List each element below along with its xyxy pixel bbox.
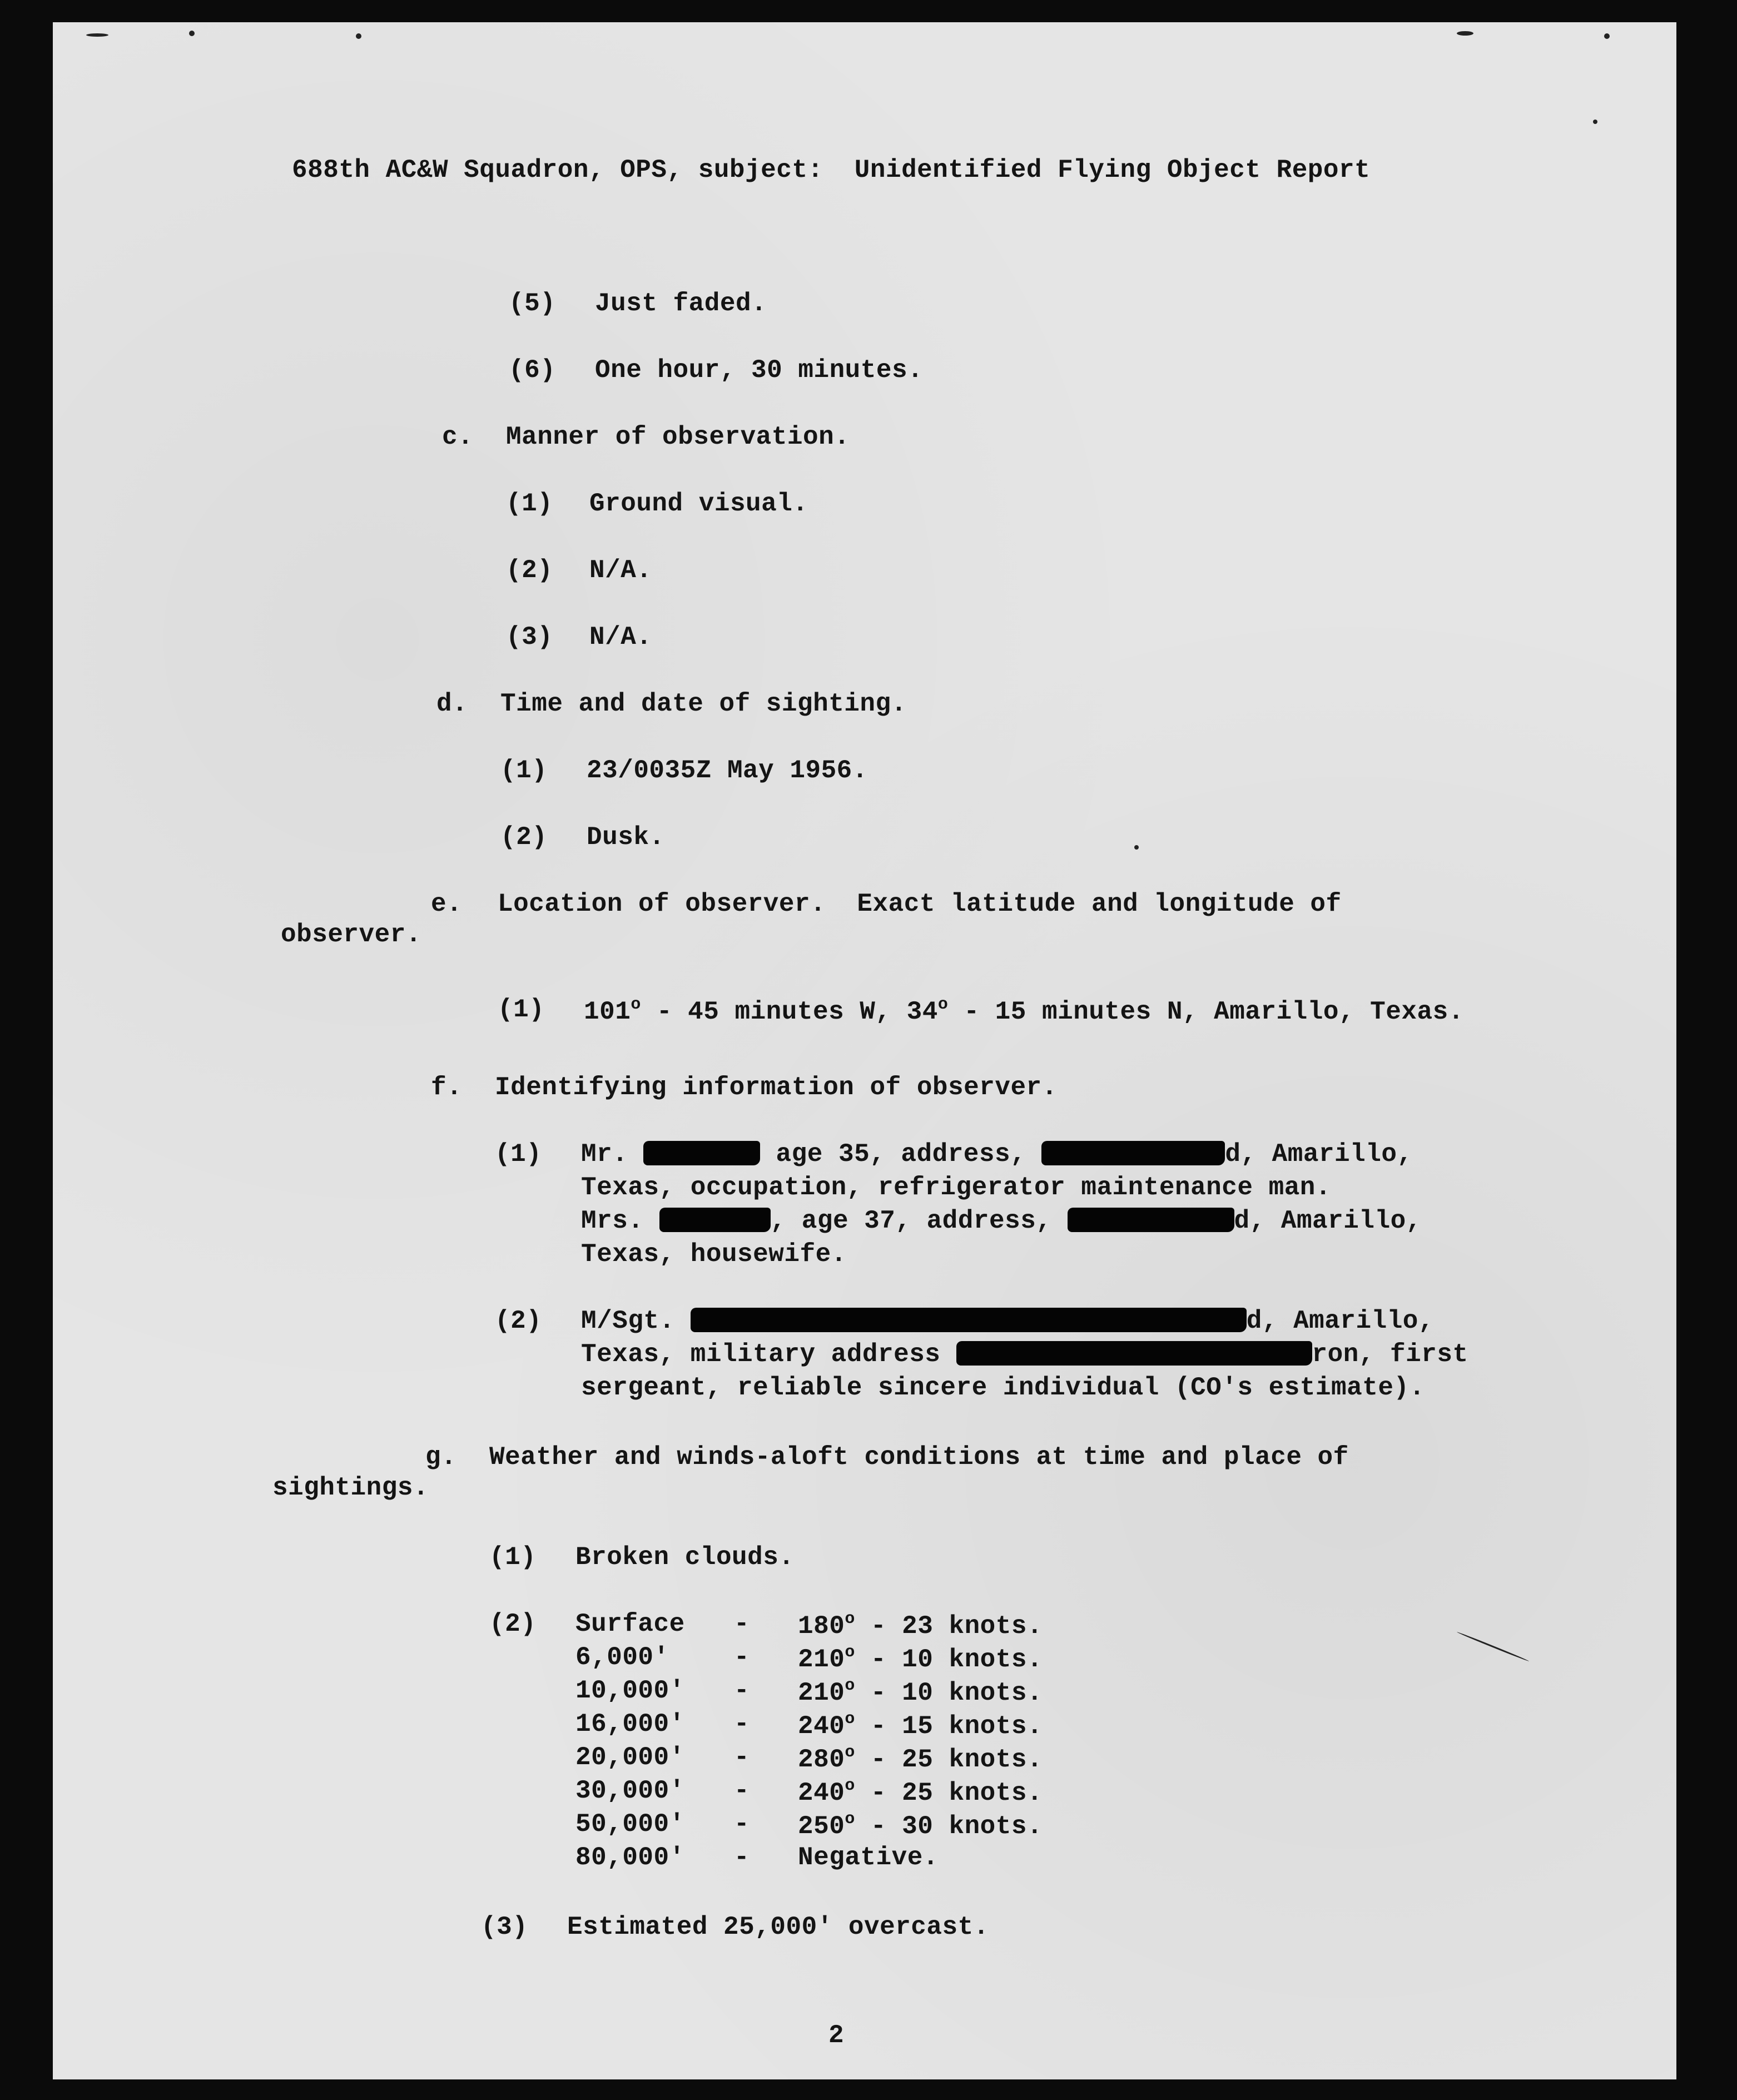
wind-dash: -	[734, 1610, 750, 1639]
section-e-letter: e.	[431, 890, 463, 919]
speck	[189, 31, 195, 36]
item-c3-number: (3)	[506, 623, 553, 652]
wind-dash: -	[734, 1776, 750, 1805]
redaction	[691, 1308, 1247, 1332]
wind-dash: -	[734, 1810, 750, 1839]
section-g-heading-line2: sightings.	[272, 1473, 429, 1502]
speck	[1604, 33, 1610, 39]
item-b6-number: (6)	[509, 356, 556, 385]
mrs-prefix: Mrs.	[581, 1207, 644, 1235]
page-number: 2	[828, 2021, 845, 2050]
wind-value: 180$^o$ - 23 knots.	[798, 1610, 1043, 1641]
wind-dash: -	[734, 1710, 750, 1739]
redaction	[956, 1341, 1312, 1366]
item-b5-number: (5)	[509, 289, 556, 318]
speck	[1457, 31, 1473, 36]
item-d2-number: (2)	[500, 823, 548, 852]
longitude-rest: - 45 minutes W, 34	[641, 997, 938, 1026]
wind-altitude: 30,000'	[575, 1776, 685, 1805]
section-e-heading-line1: Location of observer. Exact latitude and longitude of	[498, 890, 1342, 919]
item-f2-line2	[581, 1340, 1468, 1369]
wind-value: 280$^o$ - 25 knots.	[798, 1743, 1043, 1774]
longitude-degrees: 101	[584, 997, 631, 1026]
redaction	[643, 1141, 760, 1165]
item-g3-text: Estimated 25,000' overcast.	[567, 1913, 989, 1942]
latitude-rest: - 15 minutes N, Amarillo, Texas.	[948, 997, 1464, 1026]
wind-dash: -	[734, 1743, 750, 1772]
wind-value: 210$^o$ - 10 knots.	[798, 1676, 1043, 1707]
item-c1-text: Ground visual.	[589, 489, 808, 518]
mr-prefix: Mr.	[581, 1140, 628, 1169]
item-f1-line2: Texas, occupation, refrigerator maintenance man.	[581, 1173, 1332, 1202]
speck	[86, 33, 108, 37]
wind-value: 250$^o$ - 30 knots.	[798, 1810, 1043, 1841]
degree-mark: o	[845, 1643, 855, 1662]
item-c3-text: N/A.	[589, 623, 652, 652]
degree-mark: o	[845, 1710, 855, 1729]
wind-altitude: 10,000'	[575, 1676, 685, 1705]
section-f-letter: f.	[431, 1073, 463, 1102]
section-d-letter: d.	[436, 689, 468, 718]
speck	[1457, 1631, 1530, 1662]
wind-value: 240$^o$ - 15 knots.	[798, 1710, 1043, 1741]
item-g2-number: (2)	[489, 1610, 537, 1639]
redaction	[659, 1208, 771, 1232]
wind-altitude: 16,000'	[575, 1710, 685, 1739]
degree-mark: o	[845, 1676, 855, 1695]
item-b5-text: Just faded.	[595, 289, 767, 318]
wind-dash: -	[734, 1643, 750, 1672]
degree-mark: o	[845, 1810, 855, 1829]
mr-address-end: d, Amarillo,	[1225, 1140, 1413, 1169]
speck	[356, 33, 361, 39]
item-g3-number: (3)	[481, 1913, 528, 1942]
item-f2-number: (2)	[495, 1307, 542, 1336]
wind-value: 240$^o$ - 25 knots.	[798, 1776, 1043, 1808]
section-c-heading: Manner of observation.	[506, 423, 850, 451]
item-d1-number: (1)	[500, 756, 548, 785]
wind-value: 210$^o$ - 10 knots.	[798, 1643, 1043, 1674]
document-page	[53, 22, 1676, 2079]
item-e1-number: (1)	[498, 995, 545, 1024]
wind-dash: -	[734, 1676, 750, 1705]
section-c-letter: c.	[442, 423, 474, 451]
item-b6-text: One hour, 30 minutes.	[595, 356, 924, 385]
section-f-heading: Identifying information of observer.	[495, 1073, 1058, 1102]
item-g1-number: (1)	[489, 1543, 537, 1572]
item-f1-line4: Texas, housewife.	[581, 1240, 847, 1269]
wind-altitude: 6,000'	[575, 1643, 669, 1672]
item-d2-text: Dusk.	[587, 823, 665, 852]
degree-mark: o	[845, 1743, 855, 1762]
wind-dash: -	[734, 1843, 750, 1872]
item-f2-line3: sergeant, reliable sincere individual (CO's estimate).	[581, 1373, 1425, 1402]
item-f1-number: (1)	[495, 1140, 542, 1169]
degree-mark: o	[845, 1776, 855, 1795]
redaction	[1041, 1141, 1225, 1165]
msgt-prefix: M/Sgt.	[581, 1307, 675, 1336]
item-c2-text: N/A.	[589, 556, 652, 585]
item-f1-line3	[581, 1207, 1422, 1235]
speck	[1593, 120, 1597, 124]
item-c2-number: (2)	[506, 556, 553, 585]
section-e-heading-line2: observer.	[281, 920, 421, 949]
msgt-address-end: d, Amarillo,	[1246, 1307, 1435, 1336]
redaction	[1068, 1208, 1234, 1232]
degree-mark: o	[631, 995, 641, 1014]
item-g1-text: Broken clouds.	[575, 1543, 795, 1572]
wind-altitude: Surface	[575, 1610, 685, 1639]
wind-altitude: 20,000'	[575, 1743, 685, 1772]
mr-details: age 35, address,	[760, 1140, 1026, 1169]
report-header: 688th AC&W Squadron, OPS, subject: Unidentified Flying Object Report	[292, 156, 1371, 185]
degree-mark: o	[845, 1610, 855, 1629]
item-c1-number: (1)	[506, 489, 553, 518]
section-g-letter: g.	[425, 1443, 457, 1472]
wind-altitude: 80,000'	[575, 1843, 685, 1872]
wind-value: Negative.	[798, 1843, 939, 1872]
military-address-label: Texas, military address	[581, 1340, 941, 1369]
item-e1-text	[584, 995, 1464, 1026]
speck	[1134, 845, 1139, 850]
item-f2-line1	[581, 1307, 1434, 1336]
section-g-heading-line1: Weather and winds-aloft conditions at time and place of	[489, 1443, 1349, 1472]
military-address-end: ron, first	[1312, 1340, 1468, 1369]
mrs-address-end: d, Amarillo,	[1234, 1207, 1422, 1235]
item-f1-line1	[581, 1140, 1413, 1169]
wind-altitude: 50,000'	[575, 1810, 685, 1839]
section-d-heading: Time and date of sighting.	[500, 689, 907, 718]
item-d1-text: 23/0035Z May 1956.	[587, 756, 868, 785]
mrs-details: , age 37, address,	[770, 1207, 1052, 1235]
degree-mark: o	[937, 995, 949, 1014]
